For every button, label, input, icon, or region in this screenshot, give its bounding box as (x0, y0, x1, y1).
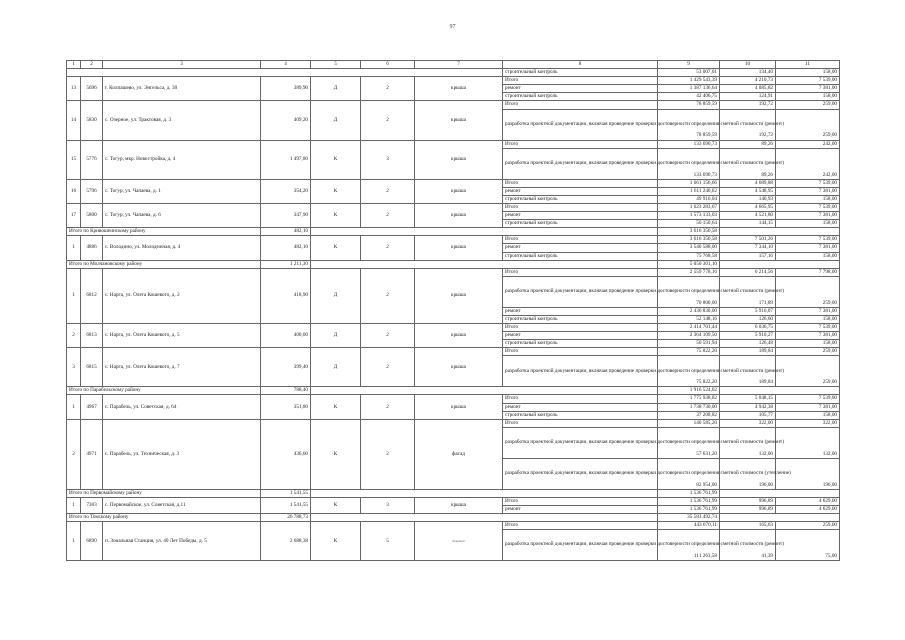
cost-total: 1 661 156,66 (658, 179, 720, 187)
element: крыша (415, 179, 503, 203)
cost-limit: 259,00 (776, 522, 840, 530)
wall-material: К (311, 179, 361, 203)
district-total-row (67, 514, 840, 522)
empty-cell (720, 489, 840, 497)
row-number: 3 (67, 348, 81, 387)
cost-total: 37 208,82 (658, 411, 720, 419)
cost-total: 1 611 240,62 (658, 187, 720, 195)
area: 351,80 (261, 395, 311, 419)
work-type: разработка проектной документации, включая проведение проверки достоверности определения сметной стоимости (ремонт) (503, 148, 658, 179)
empty-cell (311, 514, 658, 522)
col-number: 10 (720, 61, 776, 69)
address: с. Тогур, ул. Чапаева, д. 1 (103, 179, 261, 203)
table-row (67, 179, 840, 187)
wall-material: Д (311, 77, 361, 101)
work-type: Итого (503, 419, 658, 427)
cost-total: 1 573 133,03 (658, 212, 720, 220)
table-row (67, 522, 840, 530)
cost-total: 1 429 543,39 (658, 77, 720, 85)
cost-per-m2: 132,00 (720, 427, 776, 458)
cost-limit: 7 381,00 (776, 212, 840, 220)
work-type: ремонт (503, 85, 658, 93)
empty-cell (720, 387, 840, 395)
table-row (67, 140, 840, 148)
table-row (67, 268, 840, 276)
empty-cell (720, 228, 840, 236)
cost-limit: 7 381,00 (776, 332, 840, 340)
cost-limit: 75,00 (776, 530, 840, 561)
wall-material: Д (311, 101, 361, 140)
cost-limit: 259,00 (776, 109, 840, 140)
column-number-row (67, 61, 840, 69)
cost-total: 70 800,00 (658, 276, 720, 307)
row-number: 16 (67, 179, 81, 203)
area: 418,90 (261, 268, 311, 323)
district-total-area: 1 211,30 (261, 260, 311, 268)
element: крыша (415, 497, 503, 513)
cost-per-m2: 6 036,75 (720, 323, 776, 331)
work-type: разработка проектной документации, включая проведение проверки достоверности определения сметной стоимости (ремонт) (503, 427, 658, 458)
floors: 2 (361, 179, 415, 203)
work-type: строительный контроль (503, 252, 658, 260)
cost-per-m2: 189,84 (720, 348, 776, 356)
wall-material: К (311, 140, 361, 179)
cost-per-m2: 4 665,95 (720, 203, 776, 211)
work-type: ремонт (503, 187, 658, 195)
table-row (67, 497, 840, 505)
address: с. Первомайское, ул. Советская, д.11 (103, 497, 261, 513)
cost-total: 1 536 761,99 (658, 506, 720, 514)
cost-limit: 7 381,00 (776, 187, 840, 195)
cost-per-m2: 4 548,95 (720, 187, 776, 195)
cost-limit: 7 381,00 (776, 85, 840, 93)
cost-limit: 259,00 (776, 348, 840, 356)
table-row (67, 395, 840, 403)
cost-limit: 322,00 (776, 419, 840, 427)
cost-per-m2: 192,72 (720, 109, 776, 140)
row-number: 17 (67, 203, 81, 227)
cost-total: 2 436 830,00 (658, 307, 720, 315)
house-id: 5776 (81, 140, 103, 179)
address: с. Парабель, ул. Техническая, д. 3 (103, 419, 261, 489)
element: крыша (415, 268, 503, 323)
cost-per-m2: 996,89 (720, 497, 776, 505)
cost-per-m2: 996,89 (720, 506, 776, 514)
house-id: 6815 (81, 348, 103, 387)
row-number: 14 (67, 101, 81, 140)
district-total-row (67, 260, 840, 268)
work-type: Итого (503, 268, 658, 276)
work-type: разработка проектной документации, включая проведение проверки достоверности определения сметной стоимости (ремонт) (503, 109, 658, 140)
cost-limit: 242,00 (776, 140, 840, 148)
work-type: Итого (503, 395, 658, 403)
row-number: 1 (67, 395, 81, 419)
cost-limit: 158,00 (776, 195, 840, 203)
element: крыша (415, 395, 503, 419)
cost-limit: 158,00 (776, 411, 840, 419)
row-number: 2 (67, 419, 81, 489)
empty-cell (720, 260, 840, 268)
floors: 2 (361, 101, 415, 140)
row-number: 1 (67, 522, 81, 561)
cost-per-m2: 165,03 (720, 522, 776, 530)
cost-limit: 132,00 (776, 427, 840, 458)
work-type: Итого (503, 497, 658, 505)
cost-limit: 7 539,00 (776, 77, 840, 85)
work-type: Итого (503, 203, 658, 211)
repair-schedule-table (66, 60, 840, 561)
cost-per-m2: 4 210,73 (720, 77, 776, 85)
cost-per-m2: 124,91 (720, 93, 776, 101)
cost-limit: 7 381,00 (776, 307, 840, 315)
address: г. Колпашево, ул. Энгельса, д. 30 (103, 77, 261, 101)
floors: 3 (361, 497, 415, 513)
cost-total: 57 631,20 (658, 427, 720, 458)
cost-per-m2: 4 942,38 (720, 403, 776, 411)
cost-limit: 158,00 (776, 340, 840, 348)
row-number: 1 (67, 497, 81, 513)
cost-per-m2: 5 916,07 (720, 307, 776, 315)
cost-total: 52 148,16 (658, 315, 720, 323)
cost-limit: 158,00 (776, 93, 840, 101)
cost-per-m2: 7 501,26 (720, 236, 776, 244)
table-row (67, 101, 840, 109)
element (415, 522, 503, 561)
cost-total: 50 591,94 (658, 340, 720, 348)
cost-total: 49 916,04 (658, 195, 720, 203)
house-id: 5796 (81, 179, 103, 203)
work-type: Итого (503, 179, 658, 187)
wall-material: К (311, 236, 361, 260)
district-total-cost: 1 916 524,02 (658, 387, 720, 395)
cost-total: 111 263,58 (658, 530, 720, 561)
cost-per-m2: 105,77 (720, 411, 776, 419)
cost-limit: 259,00 (776, 276, 840, 307)
cost-total: 1 387 136,64 (658, 85, 720, 93)
cost-per-m2: 89,26 (720, 148, 776, 179)
work-type: ремонт (503, 244, 658, 252)
cost-total: 2 364 109,50 (658, 332, 720, 340)
cost-limit: 7 539,00 (776, 203, 840, 211)
col-number: 9 (658, 61, 720, 69)
house-id: 6813 (81, 323, 103, 347)
district-total-row (67, 387, 840, 395)
cost-per-m2: 322,00 (720, 419, 776, 427)
work-type: разработка проектной документации, включая проведение проверки достоверности определения сметной стоимости (ремонт) (503, 356, 658, 387)
element: крыша (415, 236, 503, 260)
cost-total: 75 822,20 (658, 348, 720, 356)
address: с. Володино, ул. Молодежная, д. 4 (103, 236, 261, 260)
floors: 2 (361, 419, 415, 489)
work-type: строительный контроль (503, 315, 658, 323)
wall-material: К (311, 419, 361, 489)
wall-material: К (311, 522, 361, 561)
element: фасад (415, 419, 503, 489)
row-number: 1 (67, 236, 81, 260)
cost-per-m2: 4 085,82 (720, 85, 776, 93)
house-id: 6812 (81, 268, 103, 323)
work-type: ремонт (503, 332, 658, 340)
work-type: ремонт (503, 307, 658, 315)
house-id: 5830 (81, 101, 103, 140)
cost-per-m2: 5 048,15 (720, 395, 776, 403)
table-row (67, 77, 840, 85)
work-type: Итого (503, 236, 658, 244)
col-number: 5 (311, 61, 361, 69)
wall-material: К (311, 395, 361, 419)
element: крыша (415, 77, 503, 101)
cost-per-m2: 126,48 (720, 340, 776, 348)
cost-limit: 7 539,00 (776, 236, 840, 244)
cost-total: 2 414 701,44 (658, 323, 720, 331)
address: с. Озерное, ул. Трактовая, д. 3 (103, 101, 261, 140)
district-total-cost: 5 050 301,10 (658, 260, 720, 268)
house-id: 4967 (81, 395, 103, 419)
work-type: строительный контроль (503, 411, 658, 419)
wall-material: К (311, 497, 361, 513)
house-id: 7383 (81, 497, 103, 513)
area: 1 541,55 (261, 497, 311, 513)
district-total-row (67, 489, 840, 497)
cost-per-m2: 144,15 (720, 220, 776, 228)
row-number: 15 (67, 140, 81, 179)
work-type: Итого (503, 522, 658, 530)
cost-limit: 242,00 (776, 148, 840, 179)
cost-per-m2: 171,89 (720, 276, 776, 307)
col-number: 11 (776, 61, 840, 69)
cost-limit: 4 629,00 (776, 497, 840, 505)
cost-total: 3 540 588,00 (658, 244, 720, 252)
house-id: 5696 (81, 77, 103, 101)
col-number: 4 (261, 61, 311, 69)
district-total-label: Итого по Молчановскому району (67, 260, 261, 268)
empty-cell (311, 387, 658, 395)
cost-per-m2: 7 344,10 (720, 244, 776, 252)
work-type: ремонт (503, 403, 658, 411)
empty-cell (311, 228, 658, 236)
district-total-area: 1 541,55 (261, 489, 311, 497)
address: с. Нарга, ул. Олега Кошевого, д. 2 (103, 268, 261, 323)
district-total-cost: 3 616 356,58 (658, 228, 720, 236)
floors: 2 (361, 395, 415, 419)
col-number: 3 (103, 61, 261, 69)
cost-total: 78 859,59 (658, 101, 720, 109)
area: 389,90 (261, 77, 311, 101)
address: п. Зональная Станция, ул. 40 Лет Победы, д. 5 (103, 522, 261, 561)
area: 482,10 (261, 236, 311, 260)
element: крыша (415, 203, 503, 227)
cost-total: 1 623 283,67 (658, 203, 720, 211)
cost-limit: 259,00 (776, 101, 840, 109)
element: крыша (415, 101, 503, 140)
house-id: 4971 (81, 419, 103, 489)
district-total-label: Итого по Первомайскому району (67, 489, 261, 497)
cost-total: 443 670,11 (658, 522, 720, 530)
work-type: строительный контроль (503, 93, 658, 101)
element: крыша (415, 323, 503, 347)
work-type: строительный контроль (503, 220, 658, 228)
work-type: разработка проектной документации, включая проведение проверки достоверности определения сметной стоимости (утепление) (503, 458, 658, 489)
cost-total: 2 559 778,16 (658, 268, 720, 276)
district-total-area: 482,10 (261, 228, 311, 236)
table-row (67, 203, 840, 211)
area: 1 497,80 (261, 140, 311, 179)
district-total-cost: 1 536 761,99 (658, 489, 720, 497)
work-type: разработка проектной документации, включая проведение проверки достоверности определения сметной стоимости (ремонт) (503, 276, 658, 307)
table-row (67, 348, 840, 356)
area: 400,00 (261, 323, 311, 347)
wall-material: Д (311, 268, 361, 323)
cost-total: 50 150,64 (658, 220, 720, 228)
cost-limit: 7 539,00 (776, 179, 840, 187)
floors: 2 (361, 268, 415, 323)
cost-per-m2: 190,00 (720, 458, 776, 489)
cost-limit: 158,00 (776, 252, 840, 260)
area: 399,40 (261, 348, 311, 387)
work-type: Итого (503, 323, 658, 331)
cost-total: 75 768,58 (658, 252, 720, 260)
work-type: строительный контроль (503, 69, 658, 77)
cost-total: 1 738 730,00 (658, 403, 720, 411)
floors: 5 (361, 522, 415, 561)
work-type: разработка проектной документации, включая проведение проверки достоверности определения сметной стоимости (ремонт) (503, 530, 658, 561)
wall-material: Д (311, 348, 361, 387)
row-number: 13 (67, 77, 81, 101)
cost-limit: 7 381,00 (776, 403, 840, 411)
empty-cell (311, 260, 658, 268)
wall-material: К (311, 203, 361, 227)
house-id: 6890 (81, 522, 103, 561)
col-number: 1 (67, 61, 81, 69)
empty-cell (720, 514, 840, 522)
empty-cell (67, 69, 503, 77)
table-row (67, 69, 840, 77)
work-type: Итого (503, 348, 658, 356)
work-type: Итого (503, 140, 658, 148)
col-number: 6 (361, 61, 415, 69)
cost-per-m2: 126,60 (720, 315, 776, 323)
table-row (67, 236, 840, 244)
cost-limit: 158,00 (776, 315, 840, 323)
cost-per-m2: 6 214,56 (720, 268, 776, 276)
cost-limit: 7 539,00 (776, 323, 840, 331)
district-total-cost: 35 583 492,74 (658, 514, 720, 522)
floors: 3 (361, 140, 415, 179)
work-type: строительный контроль (503, 195, 658, 203)
work-type: Итого (503, 77, 658, 85)
cost-per-m2: 189,84 (720, 356, 776, 387)
house-id: 5800 (81, 203, 103, 227)
area: 409,20 (261, 101, 311, 140)
col-number: 8 (503, 61, 658, 69)
house-id: 4886 (81, 236, 103, 260)
row-number: 2 (67, 323, 81, 347)
floors: 2 (361, 236, 415, 260)
cost-limit: 259,00 (776, 356, 840, 387)
district-total-row (67, 228, 840, 236)
cost-total: 78 859,59 (658, 109, 720, 140)
cost-total: 82 954,00 (658, 458, 720, 489)
cost-per-m2: 41,39 (720, 530, 776, 561)
cost-limit: 158,00 (776, 220, 840, 228)
area: 347,90 (261, 203, 311, 227)
area: 354,20 (261, 179, 311, 203)
cost-total: 133 690,73 (658, 140, 720, 148)
cost-total: 140 585,20 (658, 419, 720, 427)
floors: 2 (361, 348, 415, 387)
cost-limit: 7 381,00 (776, 244, 840, 252)
district-total-label: Итого по Парабельскому району (67, 387, 261, 395)
work-type: Итого (503, 101, 658, 109)
footnote-mark: Документ (452, 538, 465, 543)
floors: 2 (361, 77, 415, 101)
cost-limit: 7 539,00 (776, 395, 840, 403)
cost-per-m2: 89,26 (720, 140, 776, 148)
row-number: 1 (67, 268, 81, 323)
cost-per-m2: 140,93 (720, 195, 776, 203)
table-row (67, 323, 840, 331)
cost-per-m2: 192,72 (720, 101, 776, 109)
district-total-label: Итого по Кривошеинскому району (67, 228, 261, 236)
area: 2 688,38 (261, 522, 311, 561)
cost-per-m2: 134,40 (720, 69, 776, 77)
address: с. Парабель, ул. Советская, д. 64 (103, 395, 261, 419)
district-total-label: Итого по Томскому району (67, 514, 261, 522)
area: 436,60 (261, 419, 311, 489)
address: с. Нарга, ул. Олега Кошевого, д. 7 (103, 348, 261, 387)
cost-per-m2: 5 910,27 (720, 332, 776, 340)
cost-total: 1 536 761,99 (658, 497, 720, 505)
work-type: ремонт (503, 212, 658, 220)
address: с. Нарга, ул. Олега Кошевого, д. 5 (103, 323, 261, 347)
element: крыша (415, 140, 503, 179)
cost-total: 1 775 938,82 (658, 395, 720, 403)
cost-total: 42 406,75 (658, 93, 720, 101)
cost-limit: 4 629,00 (776, 506, 840, 514)
col-number: 7 (415, 61, 503, 69)
floors: 2 (361, 323, 415, 347)
cost-per-m2: 4 521,80 (720, 212, 776, 220)
wall-material: Д (311, 323, 361, 347)
district-total-area: 26 788,73 (261, 514, 311, 522)
address: с. Тогур, мкр. Новостройка, д. 4 (103, 140, 261, 179)
cost-total: 53 007,01 (658, 69, 720, 77)
cost-per-m2: 4 689,88 (720, 179, 776, 187)
work-type: строительный контроль (503, 340, 658, 348)
cost-limit: 158,00 (776, 69, 840, 77)
element: крыша (415, 348, 503, 387)
floors: 2 (361, 203, 415, 227)
cost-limit: 190,00 (776, 458, 840, 489)
empty-cell (311, 489, 658, 497)
page-number: 97 (449, 24, 456, 30)
col-number: 2 (81, 61, 103, 69)
address: с. Тогур, ул. Чапаева, д. 6 (103, 203, 261, 227)
cost-total: 75 822,20 (658, 356, 720, 387)
cost-total: 3 616 356,58 (658, 236, 720, 244)
cost-total: 133 690,73 (658, 148, 720, 179)
work-type: ремонт (503, 506, 658, 514)
cost-per-m2: 157,16 (720, 252, 776, 260)
table-row (67, 419, 840, 427)
district-total-area: 788,40 (261, 387, 311, 395)
cost-limit: 7 798,00 (776, 268, 840, 276)
